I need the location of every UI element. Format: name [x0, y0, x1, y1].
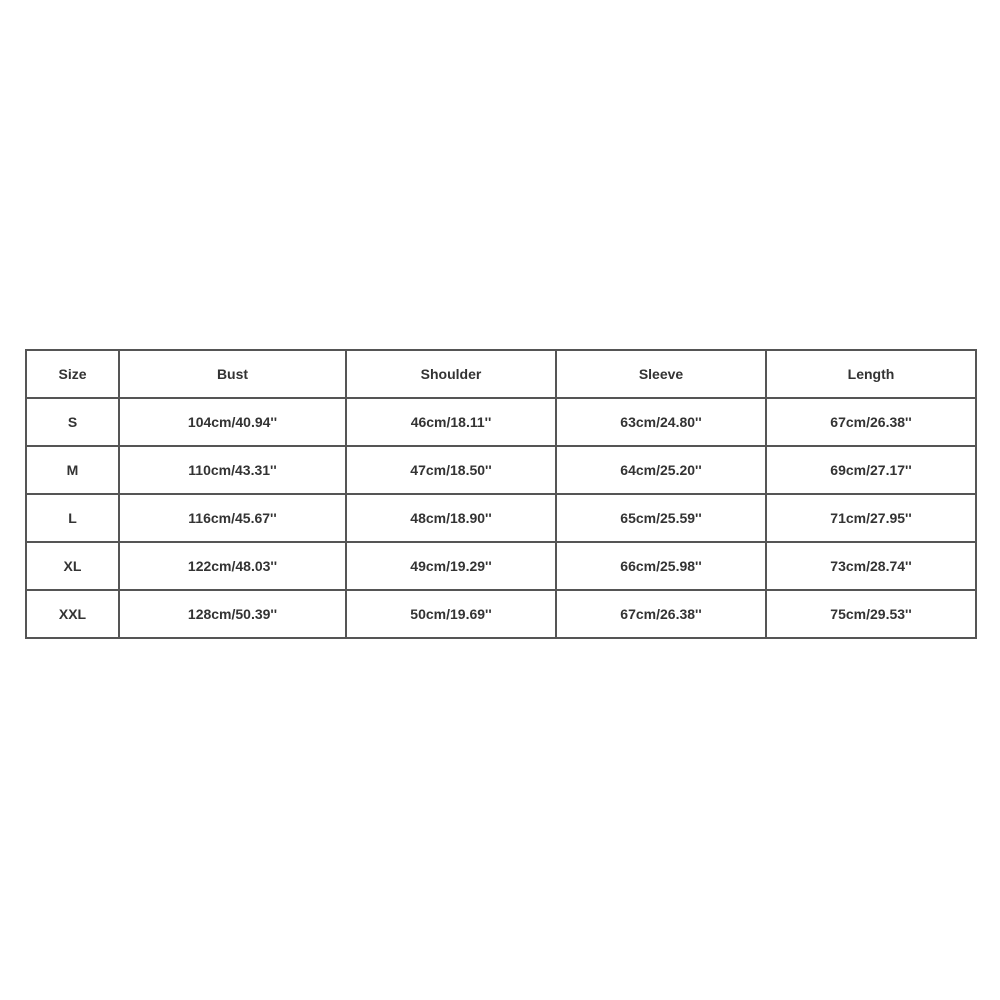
header-length: Length — [766, 350, 976, 398]
cell-sleeve: 65cm/25.59'' — [556, 494, 766, 542]
cell-size: L — [26, 494, 119, 542]
table-row — [26, 542, 976, 590]
cell-size: S — [26, 398, 119, 446]
size-chart-table — [25, 349, 977, 639]
cell-sleeve: 66cm/25.98'' — [556, 542, 766, 590]
table-row — [26, 446, 976, 494]
table-header-row — [26, 350, 976, 398]
cell-bust: 104cm/40.94'' — [119, 398, 346, 446]
cell-size: M — [26, 446, 119, 494]
cell-shoulder: 48cm/18.90'' — [346, 494, 556, 542]
header-bust: Bust — [119, 350, 346, 398]
table-row — [26, 494, 976, 542]
header-size: Size — [26, 350, 119, 398]
cell-size: XL — [26, 542, 119, 590]
cell-shoulder: 47cm/18.50'' — [346, 446, 556, 494]
cell-shoulder: 46cm/18.11'' — [346, 398, 556, 446]
cell-bust: 128cm/50.39'' — [119, 590, 346, 638]
cell-sleeve: 67cm/26.38'' — [556, 590, 766, 638]
cell-bust: 110cm/43.31'' — [119, 446, 346, 494]
cell-length: 67cm/26.38'' — [766, 398, 976, 446]
cell-length: 75cm/29.53'' — [766, 590, 976, 638]
cell-bust: 122cm/48.03'' — [119, 542, 346, 590]
cell-size: XXL — [26, 590, 119, 638]
table-row — [26, 398, 976, 446]
cell-shoulder: 50cm/19.69'' — [346, 590, 556, 638]
cell-length: 69cm/27.17'' — [766, 446, 976, 494]
header-sleeve: Sleeve — [556, 350, 766, 398]
cell-length: 73cm/28.74'' — [766, 542, 976, 590]
header-shoulder: Shoulder — [346, 350, 556, 398]
cell-shoulder: 49cm/19.29'' — [346, 542, 556, 590]
cell-bust: 116cm/45.67'' — [119, 494, 346, 542]
cell-sleeve: 63cm/24.80'' — [556, 398, 766, 446]
table-row — [26, 590, 976, 638]
cell-length: 71cm/27.95'' — [766, 494, 976, 542]
cell-sleeve: 64cm/25.20'' — [556, 446, 766, 494]
